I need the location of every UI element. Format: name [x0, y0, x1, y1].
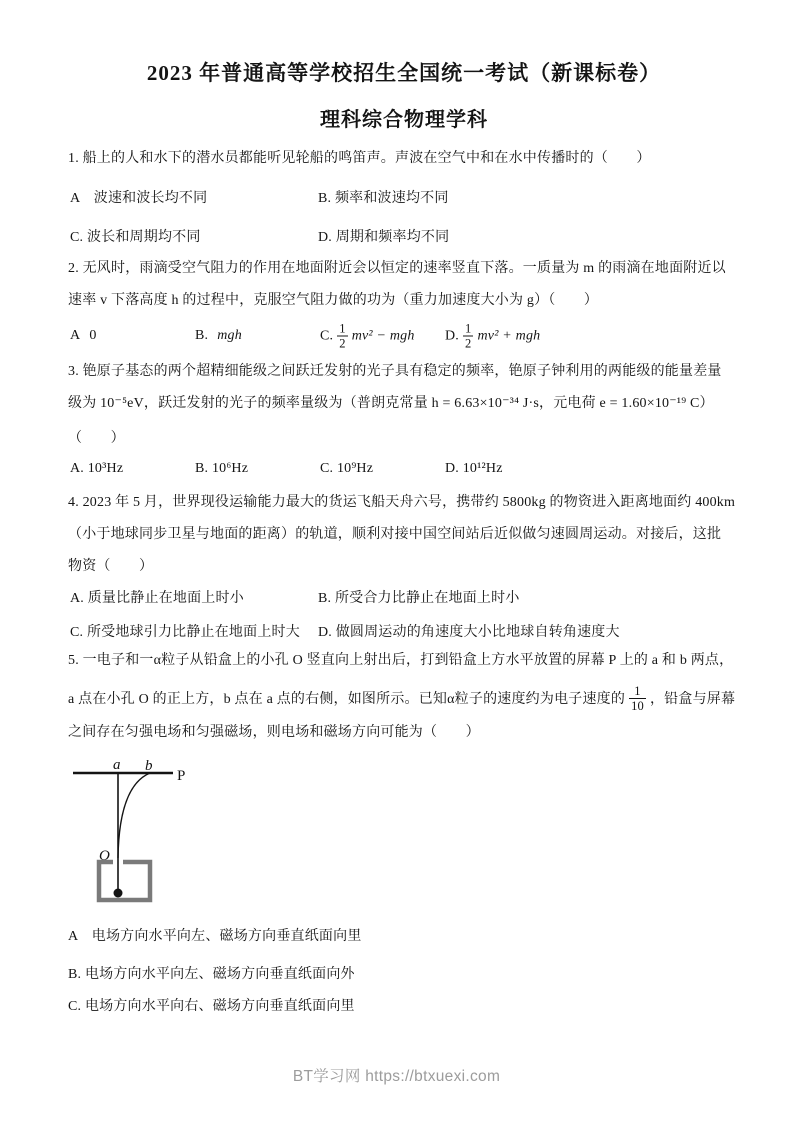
q4-stem-line-1: 4. 2023 年 5 月，世界现役运输能力最大的货运飞船天舟六号，携带约 5800kg 的物资进入距离地面约 400km — [68, 495, 736, 510]
q2-option-d-label: D. — [445, 328, 460, 343]
q5-figure — [62, 754, 312, 914]
q5-option-b: B. 电场方向水平向左、磁场方向垂直纸面向外 — [68, 967, 355, 982]
q4-option-b: B. 所受合力比静止在地面上时小 — [318, 591, 520, 606]
q1-option-a: A 波速和波长均不同 — [70, 191, 208, 206]
q2-option-a-value: 0 — [89, 328, 97, 343]
source-dot — [114, 889, 123, 898]
q5-option-a: A 电场方向水平向左、磁场方向垂直纸面向里 — [68, 929, 362, 944]
label-o: O — [99, 848, 110, 864]
q2-option-b — [195, 328, 242, 344]
q2-option-c-expression: mv² − mgh — [351, 328, 415, 343]
q4-option-d: D. 做圆周运动的角速度大小比地球自转角速度大 — [318, 625, 620, 640]
fraction-one-half: $\frac{1}{2}$ — [339, 321, 346, 351]
q5-stem-line-2-post: ，铅盒与屏幕 — [649, 692, 736, 707]
lead-box — [99, 862, 150, 900]
q2-option-b-value: mgh — [217, 328, 242, 343]
q2-option-c — [320, 322, 415, 351]
q3-option-a: A. 10³Hz — [70, 461, 124, 476]
q1-option-d: D. 周期和频率均不同 — [318, 230, 450, 245]
q1-option-b: B. 频率和波速均不同 — [318, 191, 449, 206]
q1-stem: 1. 船上的人和水下的潜水员都能听见轮船的鸣笛声。声波在空气中和在水中传播时的（ ） — [68, 151, 651, 166]
q4-stem-line-2: （小于地球同步卫星与地面的距离）的轨道，顺利对接中国空间站后近似做匀速圆周运动。对接后，这批 — [68, 527, 722, 542]
q5-stem-line-2-pre: a 点在小孔 O 的正上方，b 点在 a 点的右侧，如图所示。已知α粒子的速度约为电子速度的 — [68, 692, 626, 707]
exam-content — [68, 58, 740, 1018]
q2-option-d — [445, 322, 540, 351]
q3-option-b: B. 10⁶Hz — [195, 461, 249, 476]
q5-option-c: C. 电场方向水平向右、磁场方向垂直纸面向里 — [68, 999, 355, 1014]
q5-stem-line-2 — [68, 678, 740, 718]
q2-option-c-label: C. — [320, 328, 334, 343]
q4-options-row-2 — [68, 620, 740, 642]
exam-title: 2023 年普通高等学校招生全国统一考试（新课标卷） — [146, 61, 662, 85]
exam-subtitle: 理科综合物理学科 — [320, 109, 488, 131]
q2-option-a — [70, 328, 97, 344]
q5-stem-line-1: 5. 一电子和一α粒子从铅盒上的小孔 O 竖直向上射出后，打到铅盒上方水平放置的屏幕 P 上的 a 和 b 两点， — [68, 653, 734, 668]
fraction-one-half: $\frac{1}{2}$ — [465, 321, 472, 351]
label-b: b — [145, 758, 153, 774]
q3-option-d: D. 10¹²Hz — [445, 461, 503, 476]
q1-options-row-1 — [68, 186, 740, 208]
label-a: a — [113, 757, 121, 773]
fraction-one-tenth: $\frac{1}{10}$ — [631, 683, 644, 713]
q2-option-b-label: B. — [195, 328, 209, 343]
q1-option-c: C. 波长和周期均不同 — [70, 230, 201, 245]
footer-watermark: BT学习网 https://btxuexi.com — [292, 1068, 501, 1085]
q2-option-a-label: A — [70, 328, 81, 343]
q2-stem-line-1: 2. 无风时，雨滴受空气阻力的作用在地面附近会以恒定的速率竖直下落。一质量为 m 的雨滴在地面附近以 — [68, 261, 726, 276]
q2-option-d-expression: mv² + mgh — [477, 328, 541, 343]
q4-option-a: A. 质量比静止在地面上时小 — [70, 591, 244, 606]
label-p: P — [177, 768, 186, 784]
q4-options-row-1 — [68, 586, 740, 608]
q2-options-row — [68, 317, 740, 355]
q3-stem-line-2: 级为 10⁻⁵eV，跃迁发射的光子的频率量级为（普朗克常量 h = 6.63×10⁻³⁴ J·s，元电荷 e = 1.60×10⁻¹⁹ C） — [68, 396, 714, 411]
q4-stem-line-3: 物资（ ） — [68, 559, 154, 574]
q2-stem-line-2: 速率 v 下落高度 h 的过程中，克服空气阻力做的功为（重力加速度大小为 g）（ ） — [68, 293, 599, 308]
q1-options-row-2 — [68, 225, 740, 247]
q5-stem-line-3: 之间存在匀强电场和匀强磁场，则电场和磁场方向可能为（ ） — [68, 725, 480, 740]
particle-path-curved — [118, 773, 150, 858]
q3-options-row — [68, 458, 740, 480]
q3-stem-line-1: 3. 铯原子基态的两个超精细能级之间跃迁发射的光子具有稳定的频率，铯原子钟利用的两能级的能量差量 — [68, 364, 722, 379]
q4-option-c: C. 所受地球引力比静止在地面上时大 — [70, 625, 300, 640]
q3-option-c: C. 10⁹Hz — [320, 461, 374, 476]
q3-stem-line-3: （ ） — [68, 431, 125, 446]
